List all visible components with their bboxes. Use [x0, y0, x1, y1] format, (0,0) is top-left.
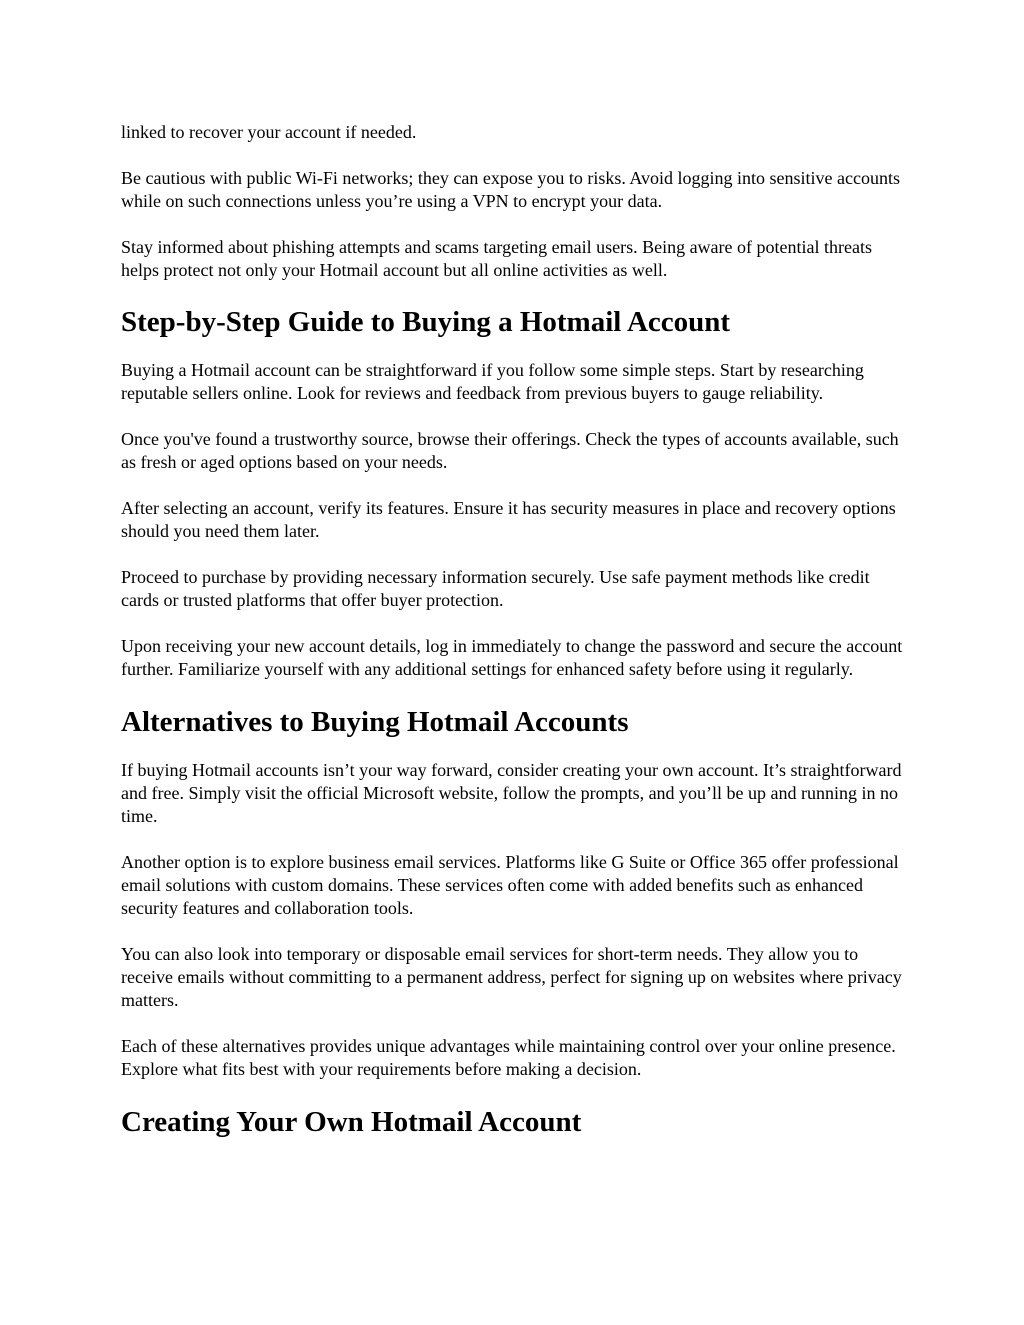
paragraph: Upon receiving your new account details, log in immediately to change the password and secure the account further. Familiarize yourself with any additional settings for enhanced safety before using it regularly.	[121, 636, 903, 679]
paragraph: You can also look into temporary or disposable email services for short-term needs. They allow you to receive emails without committing to a permanent address, perfect for signing up on websites where privacy matters.	[121, 944, 902, 1010]
section-heading-alternatives: Alternatives to Buying Hotmail Accounts	[121, 706, 629, 738]
paragraph: Buying a Hotmail account can be straightforward if you follow some simple steps. Start by researching reputable sellers online. Look for reviews and feedback from previous buyers to gauge reliability.	[121, 360, 864, 403]
paragraph: Be cautious with public Wi-Fi networks; they can expose you to risks. Avoid logging into sensitive accounts while on such connections unless you’re using a VPN to encrypt your data.	[121, 168, 901, 211]
paragraph: Once you've found a trustworthy source, browse their offerings. Check the types of accounts available, such as fresh or aged options based on your needs.	[121, 429, 899, 472]
step-section-body	[121, 359, 911, 681]
section-heading-creating-account: Creating Your Own Hotmail Account	[121, 1106, 582, 1138]
paragraph: Each of these alternatives provides unique advantages while maintaining control over your online presence. Explore what fits best with your requirements before making a decision.	[121, 1036, 896, 1079]
paragraph: After selecting an account, verify its features. Ensure it has security measures in place and recovery options should you need them later.	[121, 498, 896, 541]
paragraph: Stay informed about phishing attempts and scams targeting email users. Being aware of potential threats helps protect not only your Hotmail account but all online activities as well.	[121, 237, 872, 280]
alternatives-section-body	[121, 759, 911, 1081]
paragraph: Another option is to explore business email services. Platforms like G Suite or Office 365 offer professional email solutions with custom domains. These services often come with added benefits such as enhanced security features and collaboration tools.	[121, 852, 899, 918]
paragraph: If buying Hotmail accounts isn’t your way forward, consider creating your own account. It’s straightforward and free. Simply visit the official Microsoft website, follow the prompts, and you’ll be up and running in no time.	[121, 760, 902, 826]
paragraph: Proceed to purchase by providing necessary information securely. Use safe payment methods like credit cards or trusted platforms that offer buyer protection.	[121, 567, 870, 610]
section-heading-step-by-step: Step-by-Step Guide to Buying a Hotmail Account	[121, 306, 731, 338]
document-page	[121, 121, 911, 1139]
paragraph: linked to recover your account if needed.	[121, 122, 417, 142]
intro-section	[121, 121, 911, 282]
